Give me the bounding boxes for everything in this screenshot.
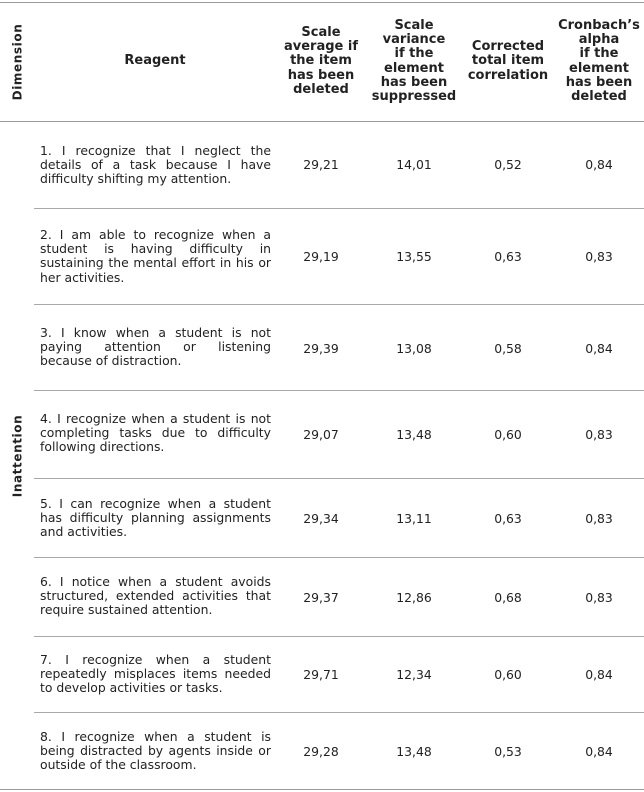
alpha-cell: 0,84 — [585, 157, 613, 172]
reagent-cell: 3. I know when a student is not paying attention or listening because of distraction. — [40, 325, 271, 369]
header-line: suppressed — [371, 89, 457, 105]
alpha-cell: 0,84 — [585, 667, 613, 682]
header-line: Corrected — [471, 39, 545, 55]
alpha-cell: 0,83 — [585, 511, 613, 526]
alpha-cell: 0,84 — [585, 744, 613, 759]
header-line: if the — [394, 46, 434, 62]
table-row — [34, 391, 644, 478]
header-line: correlation — [467, 67, 549, 83]
scale-variance-cell: 13,08 — [396, 341, 432, 356]
header-line: the item — [290, 53, 352, 69]
table-row — [34, 479, 644, 557]
correlation-cell: 0,68 — [494, 590, 522, 605]
header-line: has been — [287, 67, 355, 83]
reagent-header — [34, 2, 276, 121]
header-line: deleted — [571, 89, 627, 105]
header-line: element — [384, 60, 444, 76]
dimension-header-label: Dimension — [10, 23, 25, 100]
reagent-cell: 6. I notice when a student avoids structured, extended activities that require sustained attention. — [40, 574, 271, 618]
header-line: Scale — [301, 24, 341, 40]
alpha-cell: 0,84 — [585, 341, 613, 356]
scale-average-cell: 29,07 — [303, 427, 339, 442]
header-line: if the — [579, 46, 619, 62]
scale-variance-cell: 14,01 — [396, 157, 432, 172]
scale-average-cell: 29,28 — [303, 744, 339, 759]
dimension-cell — [0, 122, 34, 789]
scale-average-cell: 29,37 — [303, 590, 339, 605]
header-line: total item — [471, 53, 545, 69]
correlation-cell: 0,52 — [494, 157, 522, 172]
header-line: Scale — [394, 17, 434, 33]
table-row — [34, 122, 644, 208]
scale-variance-cell: 13,11 — [396, 511, 432, 526]
corrected-correlation-header — [462, 2, 554, 121]
table-row — [34, 713, 644, 789]
correlation-cell: 0,58 — [494, 341, 522, 356]
dimension-label: Inattention — [10, 414, 24, 497]
alpha-cell: 0,83 — [585, 249, 613, 264]
reagent-cell: 4. I recognize when a student is not completing tasks due to difficulty following directions. — [40, 411, 271, 455]
scale-average-cell: 29,34 — [303, 511, 339, 526]
scale-average-cell: 29,21 — [303, 157, 339, 172]
header-line: Cronbach’s — [558, 17, 640, 33]
scale-variance-header — [366, 2, 462, 121]
cronbach-alpha-header — [554, 2, 644, 121]
reagent-cell: 7. I recognize when a student repeatedly misplaces items needed to develop activities or tasks. — [40, 652, 271, 696]
header-line: has been — [565, 74, 633, 90]
reagent-header-label: Reagent — [124, 53, 186, 69]
table-row — [34, 558, 644, 636]
reagent-cell: 8. I recognize when a student is being distracted by agents inside or outside of the classroom. — [40, 729, 271, 773]
header-line: element — [569, 60, 629, 76]
header-line: deleted — [293, 81, 349, 97]
scale-average-cell: 29,71 — [303, 667, 339, 682]
table-bottom-rule — [0, 789, 644, 790]
correlation-cell: 0,63 — [494, 249, 522, 264]
alpha-cell: 0,83 — [585, 427, 613, 442]
scale-variance-cell: 12,86 — [396, 590, 432, 605]
reagent-cell: 2. I am able to recognize when a student is having difficulty in sustaining the mental effort in his or her activities. — [40, 227, 271, 285]
correlation-cell: 0,60 — [494, 427, 522, 442]
header-line: variance — [382, 31, 446, 47]
correlation-cell: 0,53 — [494, 744, 522, 759]
dimension-header — [0, 2, 34, 121]
scale-average-cell: 29,39 — [303, 341, 339, 356]
scale-average-header — [276, 2, 366, 121]
table-row — [34, 305, 644, 390]
correlation-cell: 0,60 — [494, 667, 522, 682]
scale-variance-cell: 13,48 — [396, 744, 432, 759]
header-line: alpha — [578, 31, 620, 47]
correlation-cell: 0,63 — [494, 511, 522, 526]
table-row — [34, 209, 644, 304]
header-line: average if — [283, 39, 358, 55]
scale-variance-cell: 13,48 — [396, 427, 432, 442]
reagent-cell: 5. I can recognize when a student has difficulty planning assignments and activities. — [40, 496, 271, 540]
scale-variance-cell: 12,34 — [396, 667, 432, 682]
alpha-cell: 0,83 — [585, 590, 613, 605]
reagent-cell: 1. I recognize that I neglect the details of a task because I have difficulty shifting my attention. — [40, 143, 271, 187]
table-row — [34, 637, 644, 712]
header-line: has been — [380, 74, 448, 90]
scale-average-cell: 29,19 — [303, 249, 339, 264]
scale-variance-cell: 13,55 — [396, 249, 432, 264]
